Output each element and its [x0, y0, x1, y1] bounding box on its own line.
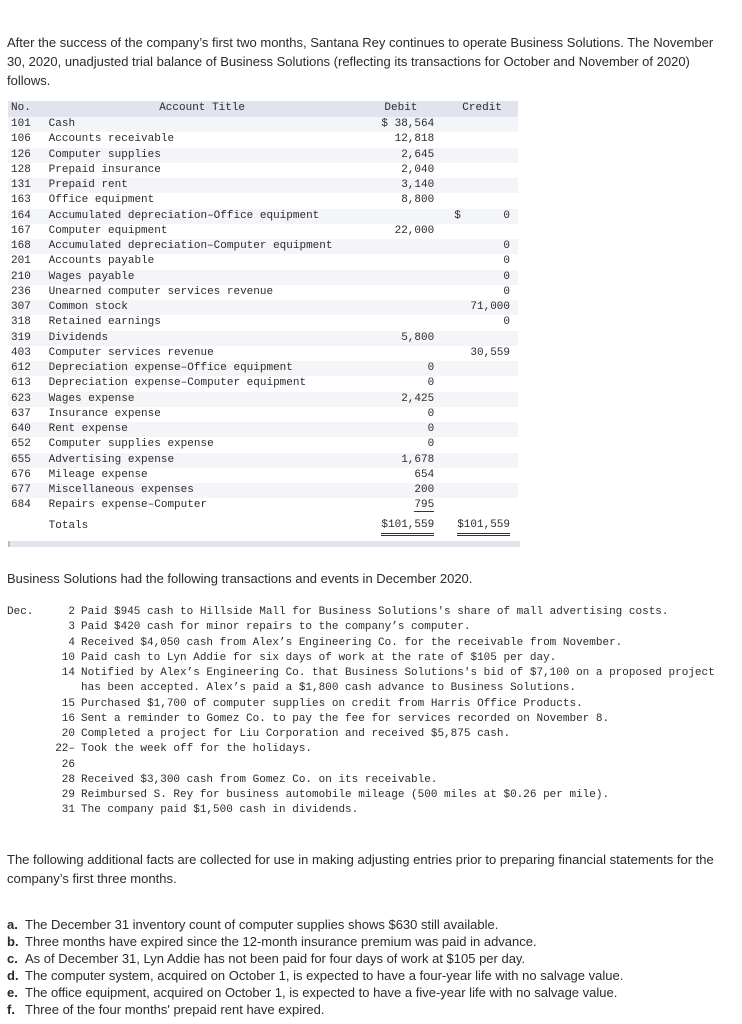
credit-amount: 0: [503, 255, 510, 268]
totals-credit: $101,559: [457, 518, 510, 536]
header-credit: Credit: [440, 101, 518, 117]
transaction-day: 10: [61, 651, 75, 664]
debit-amount: 795: [414, 499, 435, 512]
table-row: [8, 407, 518, 422]
transaction-month: [7, 651, 41, 666]
facts-intro-paragraph: The following additional facts are collected for use in making adjusting entries prior to preparing financial statements for the company’s first three months.: [7, 852, 714, 886]
account-title: Depreciation expense–Computer equipment: [48, 377, 307, 390]
debit-amount: 1,678: [401, 453, 435, 466]
transaction-item: [7, 620, 726, 635]
account-title: Computer equipment: [48, 224, 168, 237]
debit-amount: 0: [427, 377, 435, 390]
account-title: Office equipment: [48, 194, 155, 207]
fact-text: As of December 31, Lyn Addie has not been paid for four days of work at $105 per day.: [25, 951, 526, 966]
fact-item: [7, 984, 732, 1001]
debit-amount: 0: [427, 423, 435, 435]
transaction-item: [7, 773, 726, 788]
debit-cell: [356, 331, 441, 346]
transaction-text: [81, 758, 726, 773]
credit-cell: [440, 392, 518, 407]
table-row: [8, 346, 518, 361]
account-number: 106: [11, 133, 31, 146]
account-title: Accumulated depreciation–Computer equipment: [48, 240, 333, 252]
fact-label: c.: [7, 951, 18, 966]
account-title: Insurance expense: [48, 407, 161, 420]
transaction-month: [7, 697, 41, 712]
account-title: Common stock: [48, 301, 128, 313]
transaction-text: Completed a project for Liu Corporation and received $5,875 cash.: [81, 728, 511, 740]
debit-amount: 8,800: [401, 194, 435, 207]
transaction-item: [7, 803, 726, 818]
transaction-month: [7, 636, 41, 651]
account-title: Accumulated depreciation–Office equipment: [48, 209, 320, 222]
debit-cell: [356, 422, 441, 437]
fact-text: Three months have expired since the 12-month insurance premium was paid in advance.: [25, 934, 537, 949]
account-number: 168: [11, 240, 31, 252]
debit-amount: 2,425: [401, 392, 435, 405]
table-row: [8, 453, 518, 468]
debit-cell: [356, 285, 441, 300]
credit-cell: [440, 437, 518, 452]
table-row: [8, 300, 518, 315]
fact-item: [7, 916, 732, 933]
debit-cell: [356, 132, 441, 147]
transaction-day: 4: [68, 636, 75, 649]
transaction-day: 20: [61, 728, 75, 740]
credit-amount: 30,559: [470, 346, 510, 359]
table-row: [8, 178, 518, 193]
table-row: [8, 270, 518, 285]
transaction-text: The company paid $1,500 cash in dividends.: [81, 804, 359, 817]
account-number: 167: [11, 224, 31, 237]
totals-debit: $101,559: [381, 518, 434, 536]
header-no: No.: [8, 101, 49, 117]
fact-item: [7, 1001, 732, 1018]
transaction-item: [7, 605, 726, 620]
debit-cell: [356, 254, 441, 269]
account-number: 403: [11, 346, 31, 359]
transaction-month: [7, 712, 41, 727]
trial-balance-header-row: [8, 101, 518, 117]
fact-item: [7, 950, 732, 967]
debit-cell: [356, 407, 441, 422]
table-row: [8, 148, 518, 163]
debit-cell: [356, 300, 441, 315]
transaction-month: [7, 758, 41, 773]
account-title: Advertising expense: [48, 453, 175, 466]
transaction-item: [7, 697, 726, 712]
account-title: Computer supplies: [48, 148, 161, 161]
trial-balance-footer-bar: [8, 541, 520, 547]
transactions-list: [7, 605, 726, 819]
table-row: [8, 361, 518, 376]
account-number: 210: [11, 270, 31, 283]
transaction-text: Reimbursed S. Rey for business automobile mileage (500 miles at $0.26 per mile).: [81, 789, 610, 801]
credit-cell: [440, 468, 518, 483]
account-title: Depreciation expense–Office equipment: [48, 362, 293, 374]
transaction-day: 3: [68, 621, 75, 634]
trial-balance: [8, 101, 518, 536]
debit-cell: [356, 224, 441, 239]
credit-cell: [440, 270, 518, 285]
debit-cell: [356, 346, 441, 361]
debit-amount: 0: [427, 407, 435, 420]
account-title: Wages payable: [48, 270, 135, 283]
trial-balance-table: [8, 101, 518, 536]
table-row: [8, 224, 518, 239]
credit-cell: [440, 315, 518, 330]
transaction-item: [7, 727, 726, 742]
fact-label: a.: [7, 917, 18, 932]
account-title: Accounts receivable: [48, 133, 175, 146]
transaction-text: Received $4,050 cash from Alex’s Engineering Co. for the receivable from November.: [81, 636, 623, 649]
debit-cell: [356, 117, 441, 132]
credit-cell: [440, 254, 518, 269]
debit-amount: 2,040: [401, 163, 435, 176]
table-row: [8, 193, 518, 208]
totals-label: Totals: [48, 520, 89, 532]
transaction-month: [7, 742, 41, 757]
debit-amount: 5,800: [401, 331, 435, 344]
transaction-text: Sent a reminder to Gomez Co. to pay the fee for services recorded on November 8.: [81, 712, 610, 725]
account-title: Repairs expense–Computer: [48, 499, 208, 512]
credit-cell: [440, 453, 518, 468]
account-title: Cash: [48, 118, 76, 130]
credit-cell: [440, 361, 518, 376]
table-row: [8, 163, 518, 178]
table-row: [8, 437, 518, 452]
debit-cell: [356, 453, 441, 468]
account-title: Prepaid rent: [48, 179, 128, 191]
account-number: 164: [11, 209, 31, 222]
transaction-text: Notified by Alex’s Engineering Co. that Business Solutions's bid of $7,100 on a proposed project has been accepted. Alex’s paid a $1,800 cash advance to Business Solutions.: [81, 667, 715, 695]
account-number: 655: [11, 453, 31, 466]
table-row: [8, 376, 518, 391]
transaction-day: 28: [61, 773, 75, 786]
table-row: [8, 468, 518, 483]
account-number: 677: [11, 484, 31, 496]
transaction-day: 31: [61, 804, 75, 817]
table-row: [8, 422, 518, 437]
fact-text: The December 31 inventory count of computer supplies shows $630 still available.: [25, 917, 499, 932]
transaction-day: 14: [61, 667, 75, 679]
credit-cell: [440, 148, 518, 163]
table-row: [8, 132, 518, 147]
transaction-day: 15: [61, 697, 75, 710]
debit-amount: 654: [414, 468, 435, 481]
transaction-item: [7, 651, 726, 666]
credit-cell: [440, 407, 518, 422]
account-number: 163: [11, 194, 31, 207]
header-debit: Debit: [356, 101, 441, 117]
transaction-month: [7, 620, 41, 635]
credit-cell: [440, 285, 518, 300]
credit-cell: [440, 422, 518, 437]
transaction-day: 22–: [55, 743, 75, 756]
credit-cell: [440, 193, 518, 208]
fact-text: The office equipment, acquired on October 1, is expected to have a five-year life with no salvage value.: [25, 985, 618, 1000]
totals-debit-cell: [356, 514, 441, 536]
transaction-item: [7, 788, 726, 803]
credit-cell: [440, 376, 518, 391]
debit-amount: 3,140: [401, 179, 435, 191]
account-number: 640: [11, 423, 31, 435]
account-number: 613: [11, 377, 31, 390]
debit-cell: [356, 239, 441, 254]
transaction-item: [7, 758, 726, 773]
table-row: [8, 483, 518, 498]
debit-cell: [356, 315, 441, 330]
transaction-day: 29: [61, 789, 75, 801]
transaction-day: 26: [61, 758, 75, 771]
debit-cell: [356, 148, 441, 163]
table-row: [8, 254, 518, 269]
credit-cell: [440, 209, 518, 224]
transaction-item: [7, 742, 726, 757]
credit-cell: [440, 178, 518, 193]
fact-label: b.: [7, 934, 19, 949]
account-title: Unearned computer services revenue: [48, 285, 274, 298]
header-account-title: Account Title: [49, 101, 356, 117]
transaction-item: [7, 636, 726, 651]
fact-text: The computer system, acquired on October 1, is expected to have a four-year life with no salvage value.: [25, 968, 624, 983]
transaction-text: Paid $420 cash for minor repairs to the company’s computer.: [81, 621, 471, 634]
transaction-month: [7, 788, 41, 803]
transaction-day: 2: [68, 606, 75, 618]
debit-cell: [356, 193, 441, 208]
credit-amount: 0: [503, 240, 510, 252]
credit-cell: [440, 346, 518, 361]
credit-dollar-sign: $: [454, 209, 461, 222]
table-row: [8, 331, 518, 346]
credit-amount: 0: [503, 209, 510, 222]
account-number: 131: [11, 179, 31, 191]
table-row: [8, 392, 518, 407]
debit-cell: [356, 437, 441, 452]
table-row: [8, 209, 518, 224]
account-number: 126: [11, 148, 31, 161]
debit-cell: [356, 392, 441, 407]
debit-amount: $ 38,564: [381, 118, 435, 130]
account-number: 637: [11, 407, 31, 420]
account-number: 307: [11, 301, 31, 313]
table-row: [8, 498, 518, 513]
fact-item: [7, 967, 732, 984]
fact-label: d.: [7, 968, 19, 983]
credit-cell: [440, 117, 518, 132]
fact-label: f.: [7, 1002, 15, 1017]
table-row: [8, 117, 518, 132]
debit-cell: [356, 498, 441, 513]
transaction-month: [7, 803, 41, 818]
account-title: Wages expense: [48, 392, 135, 405]
transaction-item: [7, 712, 726, 727]
account-title: Mileage expense: [48, 468, 148, 481]
debit-amount: 0: [427, 362, 435, 374]
credit-cell: [440, 300, 518, 315]
credit-amount: 0: [503, 285, 510, 298]
credit-amount: 71,000: [470, 301, 510, 313]
debit-cell: [356, 376, 441, 391]
debit-cell: [356, 270, 441, 285]
transaction-text: Received $3,300 cash from Gomez Co. on its receivable.: [81, 773, 438, 786]
table-row: [8, 315, 518, 330]
totals-row: [8, 514, 518, 536]
intro-paragraph: After the success of the company’s first two months, Santana Rey continues to operate Business Solutions. The November 30, 2020, unadjusted trial balance of Business Solutions (reflecting its transactions for October and November of 2020) follows.: [7, 35, 714, 88]
debit-cell: [356, 468, 441, 483]
account-number: 623: [11, 392, 31, 405]
account-title: Accounts payable: [48, 255, 155, 268]
totals-credit-cell: [440, 514, 518, 536]
december-heading: Business Solutions had the following transactions and events in December 2020.: [7, 571, 473, 586]
table-row: [8, 285, 518, 300]
transaction-text: Purchased $1,700 of computer supplies on credit from Harris Office Products.: [81, 697, 583, 710]
transaction-item: [7, 666, 726, 697]
credit-cell: [440, 498, 518, 513]
account-title: Computer services revenue: [48, 346, 214, 359]
account-number: 676: [11, 468, 31, 481]
transaction-month: [7, 727, 41, 742]
credit-cell: [440, 132, 518, 147]
account-number: 236: [11, 285, 31, 298]
account-number: 101: [11, 118, 31, 130]
account-title: Rent expense: [48, 423, 128, 435]
debit-cell: [356, 163, 441, 178]
account-number: 612: [11, 362, 31, 374]
credit-amount: 0: [503, 316, 510, 329]
account-number: 201: [11, 255, 31, 268]
credit-amount: 0: [503, 270, 510, 283]
transaction-text: Took the week off for the holidays.: [81, 743, 313, 756]
credit-cell: [440, 163, 518, 178]
account-number: 684: [11, 499, 31, 512]
adjusting-facts-list: [7, 916, 732, 1018]
fact-label: e.: [7, 985, 18, 1000]
account-title: Computer supplies expense: [48, 438, 214, 451]
transaction-day: 16: [61, 712, 75, 725]
credit-cell: [440, 239, 518, 254]
debit-amount: 0: [427, 438, 435, 451]
account-title: Prepaid insurance: [48, 163, 161, 176]
debit-amount: 200: [414, 484, 435, 496]
account-title: Retained earnings: [48, 316, 161, 329]
debit-cell: [356, 361, 441, 376]
debit-amount: 22,000: [394, 224, 435, 237]
debit-amount: 2,645: [401, 148, 435, 161]
account-number: 652: [11, 438, 31, 451]
table-row: [8, 239, 518, 254]
transaction-month: [7, 666, 41, 697]
transaction-text: Paid $945 cash to Hillside Mall for Business Solutions's share of mall advertising costs.: [81, 606, 669, 618]
debit-cell: [356, 483, 441, 498]
debit-cell: [356, 178, 441, 193]
account-title: Miscellaneous expenses: [48, 484, 194, 496]
account-title: Dividends: [48, 331, 109, 344]
account-number: 128: [11, 163, 31, 176]
totals-spacer: [8, 514, 49, 536]
credit-cell: [440, 224, 518, 239]
fact-item: [7, 933, 732, 950]
debit-cell: [356, 209, 441, 224]
transaction-month: [7, 773, 41, 788]
account-number: 318: [11, 316, 31, 329]
account-number: 319: [11, 331, 31, 344]
transaction-text: Paid cash to Lyn Addie for six days of work at the rate of $105 per day.: [81, 651, 557, 664]
fact-text: Three of the four months' prepaid rent have expired.: [25, 1002, 325, 1017]
credit-cell: [440, 483, 518, 498]
transaction-month: Dec.: [7, 606, 34, 618]
debit-amount: 12,818: [394, 133, 435, 146]
credit-cell: [440, 331, 518, 346]
